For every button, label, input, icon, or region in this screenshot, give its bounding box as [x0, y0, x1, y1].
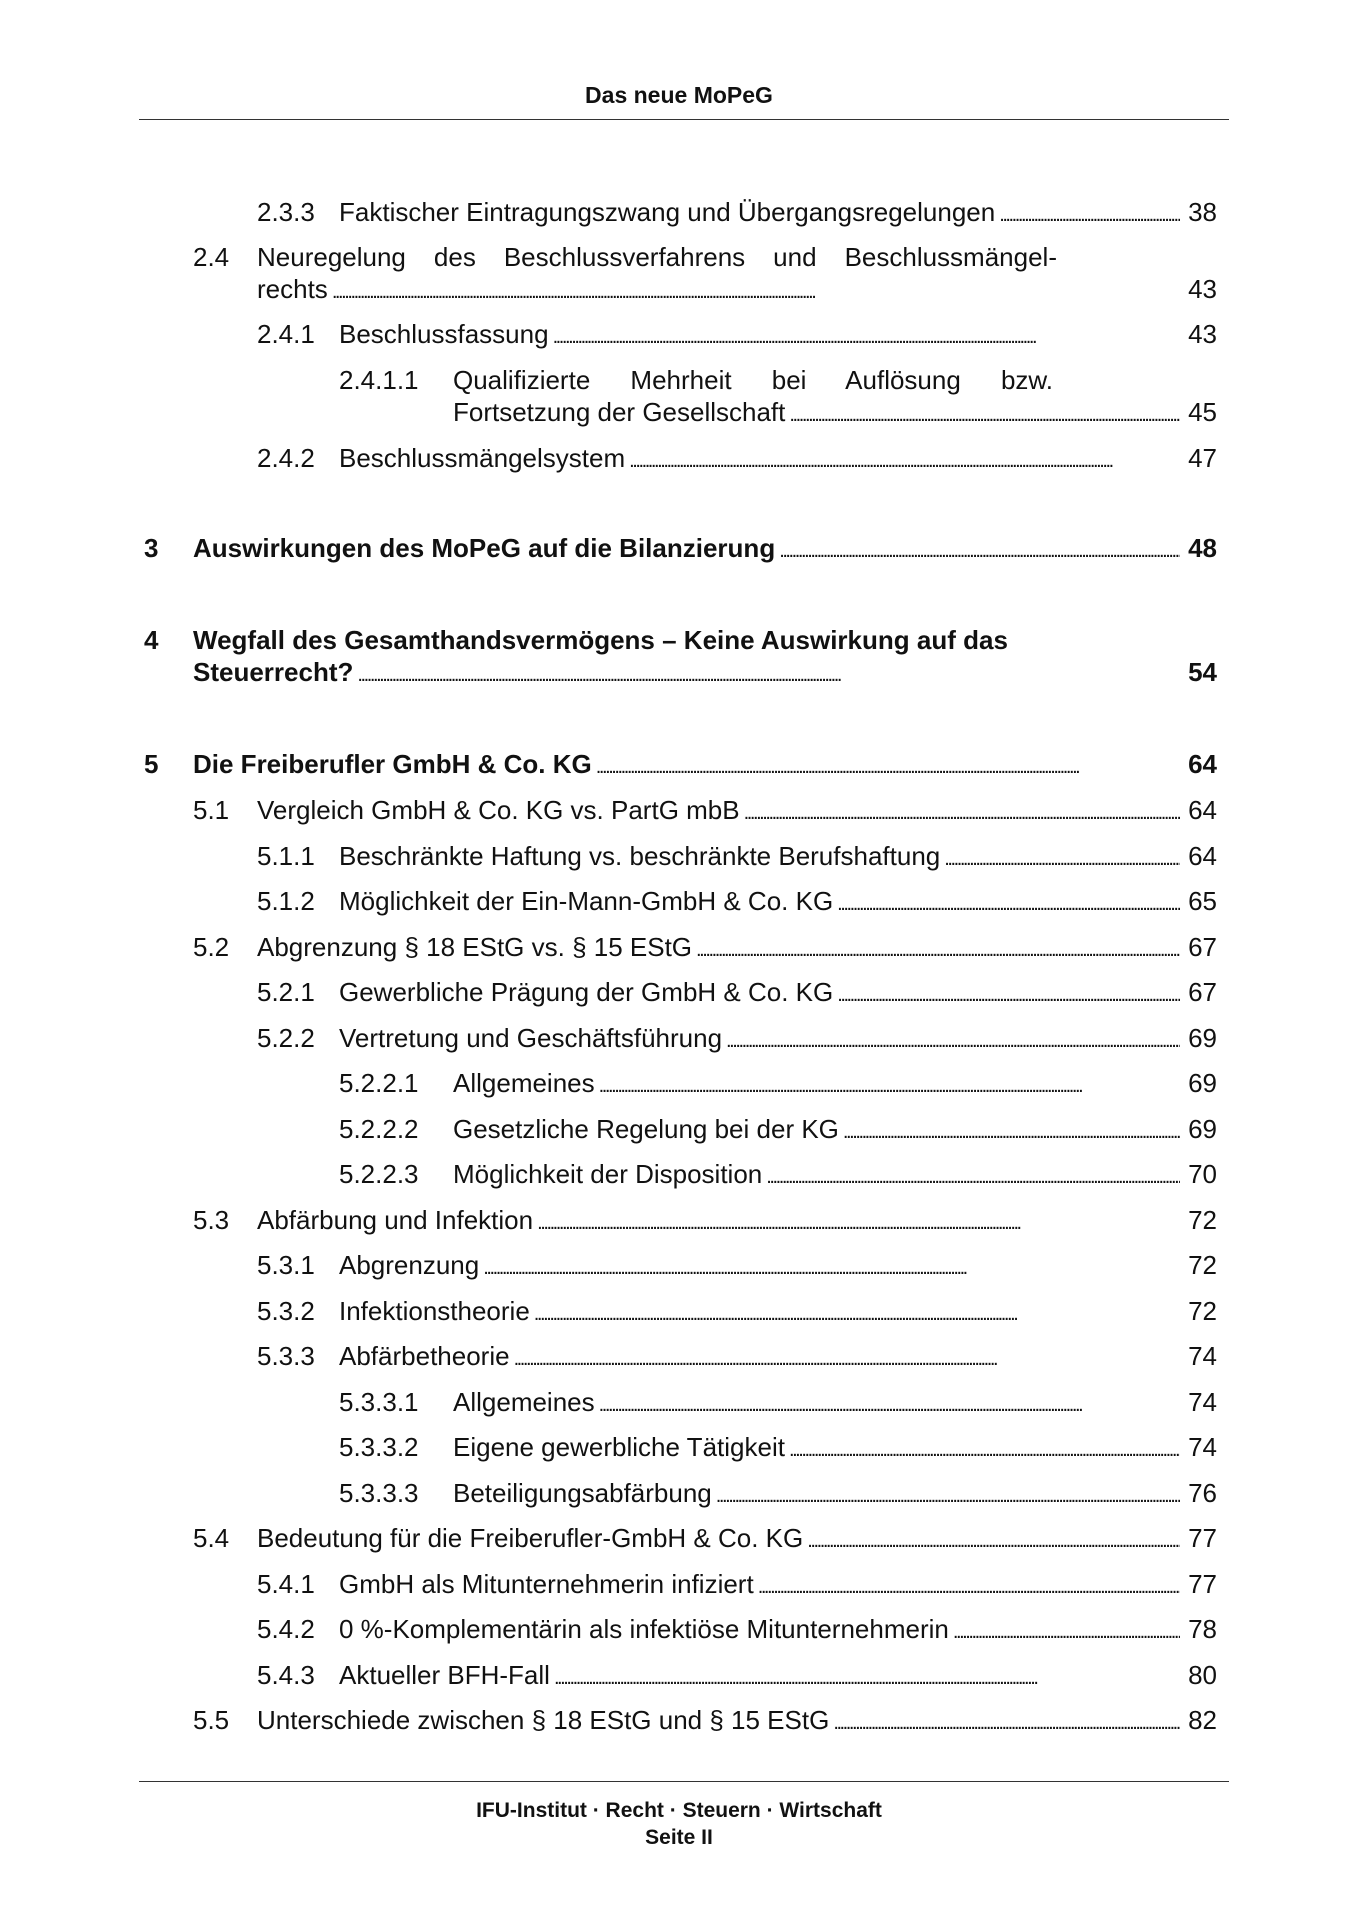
- toc-title: Beschränkte Haftung vs. beschränkte Berufshaftung: [339, 841, 941, 871]
- toc-number: 5: [144, 749, 159, 779]
- toc-page-number: 48: [1188, 533, 1217, 563]
- toc-number: 5.3.3: [257, 1341, 315, 1371]
- toc-leader: [807, 1522, 1180, 1557]
- toc-page-number: 67: [1188, 932, 1217, 962]
- toc-page-number: 78: [1188, 1614, 1217, 1644]
- toc-title: Möglichkeit der Ein-Mann-GmbH & Co. KG: [339, 886, 834, 916]
- toc-title: Beschlussfassung: [339, 319, 549, 349]
- toc-number: 5.3.3.3: [339, 1478, 419, 1508]
- toc-leader: [837, 885, 1180, 920]
- toc-leader: [696, 931, 1180, 966]
- footer-page-number: Seite II: [645, 1826, 713, 1849]
- toc-page-number: 82: [1188, 1705, 1217, 1735]
- footer-rule: [139, 1781, 1229, 1782]
- toc-number: 5.2: [193, 932, 230, 962]
- toc-leader: [744, 794, 1180, 829]
- toc-number: 5.4.1: [257, 1569, 315, 1599]
- toc-title: Bedeutung für die Freiberufler-GmbH & Co. KG: [257, 1523, 804, 1553]
- toc-page-number: 64: [1188, 841, 1217, 871]
- toc-title-line1: Wegfall des Gesamthandsvermögens – Keine Auswirkung auf das: [193, 625, 1008, 655]
- toc-number: 5.4.3: [257, 1660, 315, 1690]
- toc-page-number: 43: [1188, 319, 1217, 349]
- toc-title: Faktischer Eintragungszwang und Übergangsregelungen: [339, 197, 996, 227]
- toc-title: Abgrenzung § 18 EStG vs. § 15 EStG: [257, 932, 693, 962]
- toc-title: Gesetzliche Regelung bei der KG: [453, 1114, 839, 1144]
- toc-page-number: 76: [1188, 1478, 1217, 1508]
- toc-number: 3: [144, 533, 159, 563]
- toc-leader: [766, 1158, 1180, 1193]
- toc-leader: [596, 748, 1180, 783]
- toc-page-number: 67: [1188, 977, 1217, 1007]
- toc-title: Eigene gewerbliche Tätigkeit: [453, 1432, 785, 1462]
- toc-title: Abgrenzung: [339, 1250, 480, 1280]
- page-header: Das neue MoPeG: [585, 82, 773, 108]
- toc-page-number: 72: [1188, 1205, 1217, 1235]
- toc-page-number: 77: [1188, 1569, 1217, 1599]
- toc-leader: [716, 1477, 1180, 1512]
- toc-title: Abfärbung und Infektion: [257, 1205, 534, 1235]
- toc-leader: [726, 1022, 1180, 1057]
- toc-number: 5.3.3.2: [339, 1432, 419, 1462]
- toc-title: Allgemeines: [453, 1387, 595, 1417]
- toc-title: Aktueller BFH-Fall: [339, 1660, 550, 1690]
- toc-number: 5.2.1: [257, 977, 315, 1007]
- toc-page-number: 70: [1188, 1159, 1217, 1189]
- toc-page-number: 69: [1188, 1023, 1217, 1053]
- toc-title: Vertretung und Geschäftsführung: [339, 1023, 723, 1053]
- page-footer: [0, 1797, 1358, 1851]
- toc-title: Die Freiberufler GmbH & Co. KG: [193, 749, 592, 779]
- toc-title: Unterschiede zwischen § 18 EStG und § 15 EStG: [257, 1705, 830, 1735]
- toc-leader: [789, 1431, 1180, 1466]
- toc-leader: [332, 273, 1180, 308]
- toc-page-number: 64: [1188, 795, 1217, 825]
- toc-title: Vergleich GmbH & Co. KG vs. PartG mbB: [257, 795, 740, 825]
- toc-page-number: 65: [1188, 886, 1217, 916]
- toc-page-number: 80: [1188, 1660, 1217, 1690]
- toc-number: 5.5: [193, 1705, 230, 1735]
- toc-page-number: 69: [1188, 1114, 1217, 1144]
- toc-number: 5.1.1: [257, 841, 315, 871]
- toc-page-number: 64: [1188, 749, 1217, 779]
- toc-page-number: 54: [1188, 657, 1217, 687]
- toc-page-number: 43: [1188, 274, 1217, 304]
- toc-leader: [944, 840, 1180, 875]
- toc-number: 5.3.3.1: [339, 1387, 419, 1417]
- toc-number: 4: [144, 625, 159, 655]
- toc-leader: [833, 1704, 1180, 1739]
- toc-title: Fortsetzung der Gesellschaft: [453, 397, 786, 427]
- toc-number: 5.2.2.2: [339, 1114, 419, 1144]
- toc-number: 2.4.2: [257, 443, 315, 473]
- toc-number: 5.4.2: [257, 1614, 315, 1644]
- toc-leader: [629, 442, 1180, 477]
- toc-page-number: 74: [1188, 1387, 1217, 1417]
- toc-leader: [837, 976, 1180, 1011]
- toc-number: 5.2.2.1: [339, 1068, 419, 1098]
- toc-leader: [514, 1340, 1181, 1375]
- toc-number: 2.3.3: [257, 197, 315, 227]
- toc-page-number: 45: [1188, 397, 1217, 427]
- toc-number: 5.1: [193, 795, 230, 825]
- toc-leader: [999, 196, 1180, 231]
- toc-title-line1: Qualifizierte Mehrheit bei Auflösung bzw.: [453, 365, 1053, 395]
- toc-page-number: 69: [1188, 1068, 1217, 1098]
- toc-leader: [599, 1067, 1180, 1102]
- toc-title: Steuerrecht?: [193, 657, 354, 687]
- toc-title: Allgemeines: [453, 1068, 595, 1098]
- toc-leader: [357, 656, 1180, 691]
- toc-number: 5.3.1: [257, 1250, 315, 1280]
- toc-page-number: 74: [1188, 1432, 1217, 1462]
- toc-title: Möglichkeit der Disposition: [453, 1159, 763, 1189]
- toc-title: Abfärbetheorie: [339, 1341, 510, 1371]
- toc-number: 2.4: [193, 242, 230, 272]
- toc-page-number: 72: [1188, 1296, 1217, 1326]
- toc-number: 5.3.2: [257, 1296, 315, 1326]
- toc-title: Gewerbliche Prägung der GmbH & Co. KG: [339, 977, 834, 1007]
- footer-institute: IFU-Institut · Recht · Steuern · Wirtschaft: [476, 1799, 882, 1822]
- toc-leader: [779, 532, 1180, 567]
- toc-leader: [599, 1386, 1180, 1421]
- toc-number: 5.2.2.3: [339, 1159, 419, 1189]
- toc-leader: [554, 1659, 1180, 1694]
- toc-page-number: 47: [1188, 443, 1217, 473]
- toc-page-number: 77: [1188, 1523, 1217, 1553]
- toc-leader: [534, 1295, 1180, 1330]
- toc-leader: [537, 1204, 1180, 1239]
- toc-page-number: 72: [1188, 1250, 1217, 1280]
- toc-leader: [483, 1249, 1180, 1284]
- toc-title-line1: Neuregelung des Beschlussverfahrens und Beschlussmängel-: [257, 242, 1057, 272]
- toc-number: 2.4.1: [257, 319, 315, 349]
- toc-title: Auswirkungen des MoPeG auf die Bilanzierung: [193, 533, 776, 563]
- toc-title: rechts: [257, 274, 328, 304]
- toc-number: 2.4.1.1: [339, 365, 419, 395]
- toc-leader: [789, 396, 1180, 431]
- toc-number: 5.2.2: [257, 1023, 315, 1053]
- toc-title: Beteiligungsabfärbung: [453, 1478, 712, 1508]
- toc-leader: [843, 1113, 1180, 1148]
- toc-leader: [953, 1613, 1180, 1648]
- toc-title: GmbH als Mitunternehmerin infiziert: [339, 1569, 754, 1599]
- toc-leader: [553, 318, 1181, 353]
- toc-number: 5.3: [193, 1205, 230, 1235]
- toc-title: Infektionstheorie: [339, 1296, 530, 1326]
- toc-page-number: 74: [1188, 1341, 1217, 1371]
- toc-title: 0 %-Komplementärin als infektiöse Mitunternehmerin: [339, 1614, 949, 1644]
- toc-leader: [758, 1568, 1180, 1603]
- toc-number: 5.4: [193, 1523, 230, 1553]
- toc-title: Beschlussmängelsystem: [339, 443, 626, 473]
- toc-page-number: 38: [1188, 197, 1217, 227]
- toc-number: 5.1.2: [257, 886, 315, 916]
